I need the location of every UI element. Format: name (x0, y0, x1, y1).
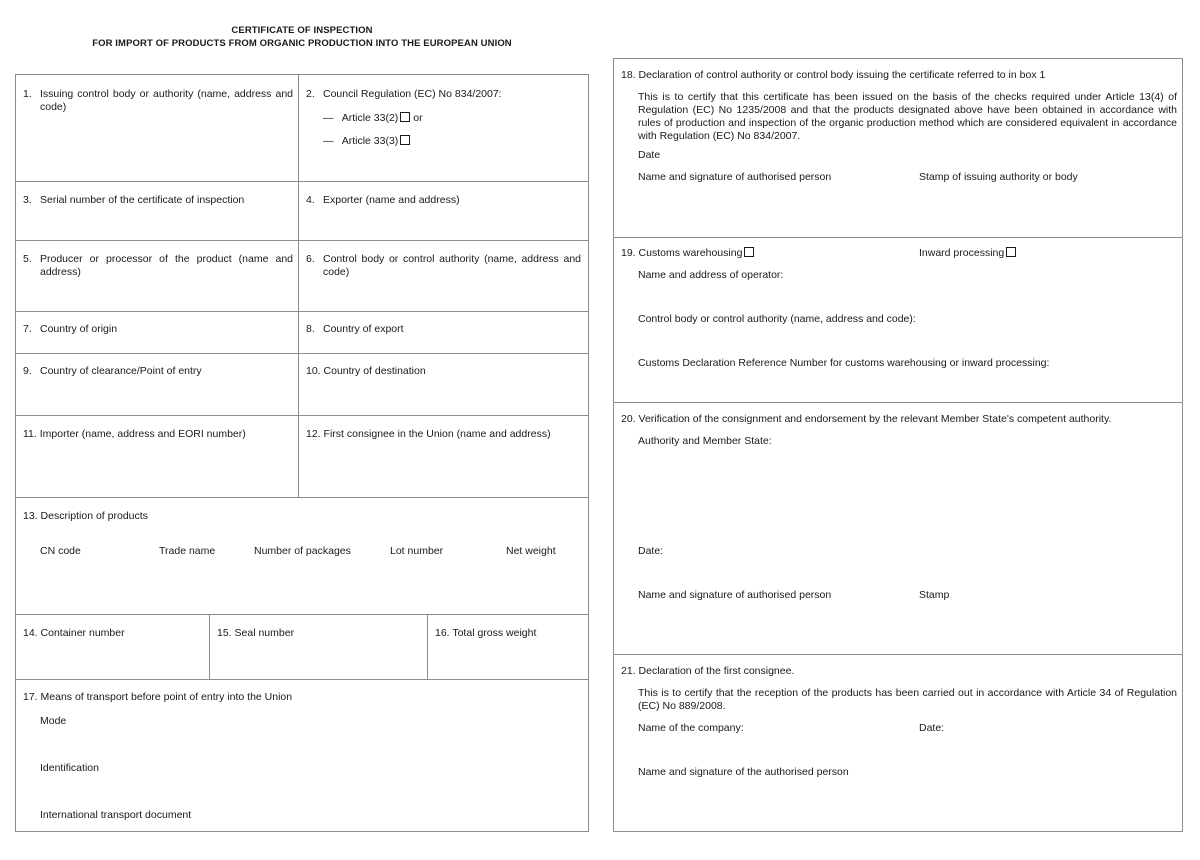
option-or-label: or (413, 112, 423, 124)
box-5-number: 5. (23, 253, 32, 265)
box-18-label: Declaration of control authority or control body issuing the certificate referred to in box 1 (638, 69, 1046, 81)
box-10-country-of-destination[interactable] (299, 354, 588, 416)
box-8-country-of-export[interactable] (299, 312, 588, 354)
box-6-number: 6. (306, 253, 315, 265)
box-15-number: 15. (217, 627, 232, 639)
box-18-certification-text: This is to certify that this certificate has been issued on the basis of the checks required under Article 13(4) of Regulation (EC) No 1235/2008 and that the products designated above have been obtained in accordance with rules of production and inspection of the organic production method which are considered equivalent in accordance with Regulation (EC) No 834/2007. (638, 91, 1177, 143)
transport-document-label: International transport document (40, 809, 192, 821)
box-19-inward-row (919, 247, 1019, 260)
box-17-means-of-transport[interactable] (16, 680, 588, 831)
column-trade-name: Trade name (159, 545, 216, 557)
box-21-certification-text: This is to certify that the reception of the products has been carried out in accordance with Article 34 of Regulation (EC) No 889/2008. (638, 687, 1177, 713)
box-1-issuing-body[interactable] (16, 75, 299, 182)
box-20-date-label: Date: (638, 545, 664, 557)
box-8-number: 8. (306, 323, 315, 335)
box-1-number: 1. (23, 88, 32, 100)
box-3-number: 3. (23, 194, 32, 206)
box-11-label-row (23, 428, 246, 441)
title-line-2: FOR IMPORT OF PRODUCTS FROM ORGANIC PRODUCTION INTO THE EUROPEAN UNION (92, 38, 512, 49)
authority-member-state-label: Authority and Member State: (638, 435, 772, 447)
box-13-label: Description of products (40, 510, 148, 522)
box-9-country-of-clearance[interactable] (16, 354, 299, 416)
box-20-label-row (621, 413, 1111, 426)
article-33-2-label: Article 33(2) (341, 112, 399, 124)
box-16-number: 16. (435, 627, 450, 639)
box-16-total-gross-weight[interactable] (428, 615, 588, 680)
box-21-number: 21. (621, 665, 636, 677)
box-18-label-row (621, 69, 1045, 82)
inward-processing-checkbox[interactable] (1006, 247, 1016, 257)
box-20-verification[interactable] (614, 403, 1182, 655)
box-11-number: 11. (23, 428, 37, 440)
option-1-dash: — (323, 112, 334, 124)
box-14-container-number[interactable] (16, 615, 210, 680)
box-15-seal-number[interactable] (210, 615, 428, 680)
box-18-declaration-issuing[interactable] (614, 59, 1182, 238)
box-20-label: Verification of the consignment and endorsement by the relevant Member State's competent authority. (638, 413, 1112, 425)
box-18-stamp-label: Stamp of issuing authority or body (919, 171, 1078, 183)
right-form-panel (613, 58, 1183, 832)
box-16-label: Total gross weight (452, 627, 537, 639)
box-18-date-label: Date (638, 149, 661, 161)
article-33-3-checkbox[interactable] (400, 135, 410, 145)
column-cn-code: CN code (40, 545, 81, 557)
box-10-label-row (306, 365, 426, 378)
box-9-number: 9. (23, 365, 32, 377)
box-3-label: Serial number of the certificate of inspection (40, 194, 245, 206)
box-20-signature-label: Name and signature of authorised person (638, 589, 832, 601)
box-10-number: 10. (306, 365, 321, 377)
box-4-exporter[interactable] (299, 182, 588, 241)
column-lot-number: Lot number (390, 545, 444, 557)
box-10-label: Country of destination (323, 365, 426, 377)
box-14-number: 14. (23, 627, 38, 639)
transport-identification-label: Identification (40, 762, 99, 774)
box-20-stamp-label: Stamp (919, 589, 950, 601)
box-17-label: Means of transport before point of entry into the Union (40, 691, 293, 703)
box-5-producer[interactable] (16, 241, 299, 312)
box-6-label: Control body or control authority (name, address and code) (323, 253, 581, 279)
box-12-number: 12. (306, 428, 321, 440)
box-17-label-row (23, 691, 292, 704)
box-14-label-row (23, 627, 125, 640)
box-21-date-label: Date: (919, 722, 945, 734)
box-21-label-row (621, 665, 794, 678)
box-1-label: Issuing control body or authority (name, address and code) (40, 88, 293, 114)
box-3-serial-number[interactable] (16, 182, 299, 241)
box-2-option-1 (323, 112, 423, 125)
box-2-label: Council Regulation (EC) No 834/2007: (323, 88, 502, 100)
box-21-label: Declaration of the first consignee. (638, 665, 795, 677)
box-2-number: 2. (306, 88, 315, 100)
customs-warehousing-label: Customs warehousing (638, 247, 743, 259)
box-7-country-of-origin[interactable] (16, 312, 299, 354)
box-7-label: Country of origin (40, 323, 118, 335)
box-12-label-row (306, 428, 551, 441)
box-12-label: First consignee in the Union (name and address) (323, 428, 551, 440)
title-line-1: CERTIFICATE OF INSPECTION (231, 25, 373, 36)
transport-mode-label: Mode (40, 715, 67, 727)
box-11-label: Importer (name, address and EORI number) (39, 428, 246, 440)
box-9-label: Country of clearance/Point of entry (40, 365, 202, 377)
box-19-number: 19. (621, 247, 636, 259)
inward-processing-label: Inward processing (919, 247, 1005, 259)
box-16-label-row (435, 627, 536, 640)
left-form-panel (15, 74, 589, 832)
box-12-first-consignee[interactable] (299, 416, 588, 498)
operator-label: Name and address of operator: (638, 269, 784, 281)
box-11-importer[interactable] (16, 416, 299, 498)
customs-warehousing-checkbox[interactable] (744, 247, 754, 257)
box-5-label: Producer or processor of the product (name and address) (40, 253, 293, 279)
box-15-label-row (217, 627, 294, 640)
article-33-2-checkbox[interactable] (400, 112, 410, 122)
box-2-council-regulation (299, 75, 588, 182)
certificate-title (15, 24, 589, 50)
box-14-label: Container number (40, 627, 125, 639)
column-number-of-packages: Number of packages (254, 545, 351, 557)
column-net-weight: Net weight (506, 545, 556, 557)
box-20-number: 20. (621, 413, 636, 425)
box-19-control-body-label: Control body or control authority (name, address and code): (638, 313, 916, 325)
box-21-signature-label: Name and signature of the authorised person (638, 766, 849, 778)
box-4-label: Exporter (name and address) (323, 194, 460, 206)
box-19-customs-row (621, 247, 757, 260)
box-7-number: 7. (23, 323, 32, 335)
box-8-label: Country of export (323, 323, 404, 335)
box-18-signature-label: Name and signature of authorised person (638, 171, 832, 183)
option-2-dash: — (323, 135, 334, 147)
box-15-label: Seal number (234, 627, 295, 639)
customs-reference-label: Customs Declaration Reference Number for customs warehousing or inward processing: (638, 357, 1050, 369)
company-name-label: Name of the company: (638, 722, 744, 734)
box-2-option-2 (323, 135, 413, 148)
box-6-control-body[interactable] (299, 241, 588, 312)
box-13-label-row (23, 510, 148, 523)
box-21-first-consignee-declaration[interactable] (614, 655, 1182, 831)
article-33-3-label: Article 33(3) (341, 135, 399, 147)
box-4-number: 4. (306, 194, 315, 206)
box-18-number: 18. (621, 69, 636, 81)
box-13-description-of-products[interactable] (16, 498, 588, 615)
box-17-number: 17. (23, 691, 38, 703)
box-13-number: 13. (23, 510, 38, 522)
box-19-customs (614, 238, 1182, 403)
